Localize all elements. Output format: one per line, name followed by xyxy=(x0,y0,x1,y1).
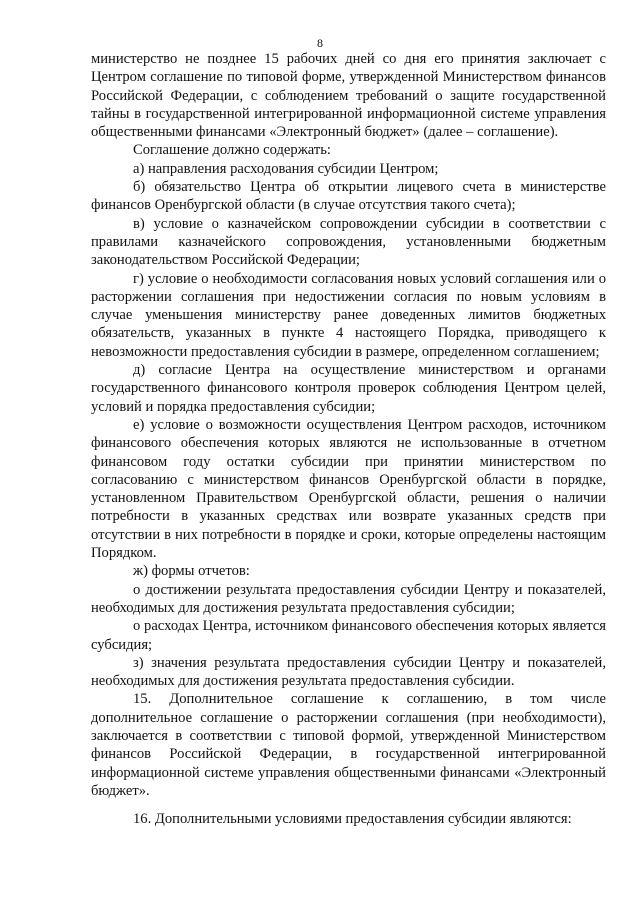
paragraph-agreement-contents-intro: Соглашение должно содержать: xyxy=(133,142,331,159)
list-item-b: б) обязательство Центра об открытии лицевого счета в министерстве финансов Оренбургской области (в случае отсутствия такого счета); xyxy=(91,179,606,214)
list-item-a: а) направления расходования субсидии Центром; xyxy=(133,160,439,177)
list-item-v: в) условие о казначейском сопровождении субсидии в соответствии с правилами казначейского сопровождения, установленными бюджетным законодательством Российской Федерации; xyxy=(91,215,606,269)
page-number: 8 xyxy=(317,36,323,50)
document-body xyxy=(91,50,606,828)
sub-item-expenses-report: о расходах Центра, источником финансового обеспечения которых является субсидия; xyxy=(91,618,606,653)
list-item-e: е) условие о возможности осуществления Центром расходов, источником финансового обеспечения которых являются не использованные в отчетном финансовом году остатки субсидии при принятии министерством по согласованию с министерством финансов Оренбургской области в порядке, установленном Правительством Оренбургской области, решения о наличии потребности в указанных средствах или возврате указанных средств при отсутствии в них потребности в порядке и сроки, которые определены настоящим Порядком. xyxy=(91,416,606,562)
list-item-z: з) значения результата предоставления субсидии Центру и показателей, необходимых для достижения результата предоставления субсидии. xyxy=(91,654,606,690)
list-item-zh: ж) формы отчетов: xyxy=(133,563,250,580)
sub-item-result-report: о достижении результата предоставления субсидии Центру и показателей, необходимых для достижения результата предоставления субсидии; xyxy=(91,581,606,616)
list-item-g: г) условие о необходимости согласования новых условий соглашения или о расторжении соглашения при недостижении согласия по новым условиям в случае уменьшения министерству ранее доведенных лимитов бюджетных обязательств, указанных в пункте 4 настоящего Порядка, приводящего к невозможности предоставления субсидии в размере, определенном соглашением; xyxy=(91,270,606,360)
clause-16: 16. Дополнительными условиями предоставления субсидии являются: xyxy=(133,811,572,828)
clause-15: 15. Дополнительное соглашение к соглашению, в том числе дополнительное соглашение о расторжении соглашения (при необходимости), заключается в соответствии с типовой формой, утвержденной Министерством финансов Российской Федерации, в государственной интегрированной информационной системе управления общественными финансами «Электронный бюджет». xyxy=(91,691,606,799)
list-item-d: д) согласие Центра на осуществление министерством и органами государственного финансового контроля проверок соблюдения Центром целей, условий и порядка предоставления субсидии; xyxy=(91,362,606,415)
paragraph-agreement-conclusion: министерство не позднее 15 рабочих дней со дня его принятия заключает с Центром соглашение по типовой форме, утвержденной Министерством финансов Российской Федерации, с соблюдением требований о защите государственной тайны в государственной интегрированной информационной системе управления общественными финансами «Электронный бюджет» (далее – соглашение). xyxy=(91,51,606,141)
